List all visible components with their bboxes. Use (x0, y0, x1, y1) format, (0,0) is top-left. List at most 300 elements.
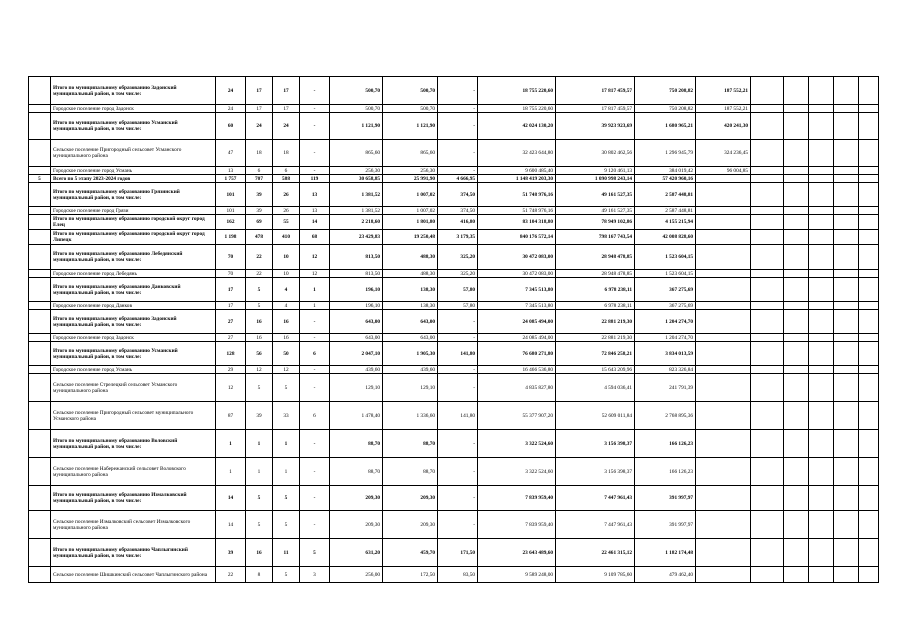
empty-cell (784, 366, 809, 374)
value-cell: 24 (216, 77, 246, 105)
value-cell: 1 (300, 278, 330, 302)
empty-cell (809, 167, 834, 175)
empty-cell (809, 113, 834, 140)
value-cell: - (438, 77, 478, 105)
table-row (29, 366, 879, 374)
value-cell: 12 (246, 366, 273, 374)
value-cell: 141,80 (438, 342, 478, 366)
value-cell: 57,80 (438, 278, 478, 302)
row-name-cell: Итого по муниципальному образованию Грязинский муниципальный район, в том числе: (51, 183, 216, 207)
value-cell: 643,00 (383, 310, 438, 334)
value-cell: 1 182 174,48 (635, 539, 696, 567)
value-cell: 187 552,21 (696, 77, 751, 105)
value-cell: 18 755 220,60 (478, 77, 556, 105)
value-cell: - (300, 105, 330, 113)
empty-cell (834, 183, 859, 207)
row-index-cell (29, 215, 51, 230)
value-cell (696, 511, 751, 539)
value-cell: 78 949 102,86 (556, 215, 635, 230)
empty-cell (751, 183, 784, 207)
empty-cell (784, 486, 809, 511)
value-cell: 24 (216, 105, 246, 113)
empty-cell (751, 278, 784, 302)
table-row (29, 511, 879, 539)
table-row (29, 342, 879, 366)
empty-cell (859, 167, 879, 175)
empty-cell (834, 458, 859, 486)
empty-cell (834, 374, 859, 402)
value-cell: 420 241,30 (696, 113, 751, 140)
empty-cell (784, 270, 809, 278)
value-cell: - (300, 486, 330, 511)
value-cell: 171,50 (438, 539, 478, 567)
empty-cell (784, 105, 809, 113)
value-cell: 5 (246, 278, 273, 302)
value-cell: 26 (273, 207, 300, 215)
value-cell: 2 047,10 (330, 342, 383, 366)
value-cell: 138,30 (383, 278, 438, 302)
value-cell (696, 215, 751, 230)
value-cell: 1 121,90 (330, 113, 383, 140)
empty-cell (809, 334, 834, 342)
empty-cell (834, 105, 859, 113)
value-cell: - (300, 310, 330, 334)
row-name-cell: Сельское поселение Измалковский сельсовет Измалковского муниципального района (51, 511, 216, 539)
value-cell: 500,70 (383, 77, 438, 105)
value-cell (696, 230, 751, 245)
value-cell: 119 (300, 175, 330, 183)
empty-cell (751, 77, 784, 105)
value-cell: 70 (216, 270, 246, 278)
row-index-cell (29, 567, 51, 583)
value-cell (696, 334, 751, 342)
empty-cell (834, 539, 859, 567)
empty-cell (834, 230, 859, 245)
row-index-cell (29, 366, 51, 374)
empty-cell (784, 402, 809, 430)
row-name-cell: Сельское поселение Набережанский сельсовет Воловского муниципального района (51, 458, 216, 486)
empty-cell (834, 215, 859, 230)
value-cell: 1 204 274,70 (635, 334, 696, 342)
empty-cell (751, 207, 784, 215)
value-cell: 1 (273, 430, 300, 458)
value-cell: 57,80 (438, 302, 478, 310)
row-index-cell (29, 310, 51, 334)
empty-cell (751, 374, 784, 402)
value-cell: 439,60 (330, 366, 383, 374)
value-cell: 30 658,85 (330, 175, 383, 183)
empty-cell (834, 302, 859, 310)
empty-cell (751, 402, 784, 430)
value-cell: 840 176 572,14 (478, 230, 556, 245)
value-cell: 30 472 083,00 (478, 245, 556, 270)
empty-cell (809, 458, 834, 486)
value-cell: - (438, 310, 478, 334)
value-cell: 22 (246, 270, 273, 278)
value-cell: 374,50 (438, 207, 478, 215)
value-cell: 14 (216, 486, 246, 511)
value-cell: - (438, 140, 478, 167)
value-cell: 22 (216, 567, 246, 583)
value-cell: 162 (216, 215, 246, 230)
row-name-cell: Итого по муниципальному образованию Воловский муниципальный район, в том числе: (51, 430, 216, 458)
value-cell (696, 342, 751, 366)
value-cell: 3 322 524,60 (478, 430, 556, 458)
empty-cell (859, 113, 879, 140)
value-cell: - (438, 105, 478, 113)
value-cell (696, 374, 751, 402)
value-cell: 42 008 828,60 (635, 230, 696, 245)
value-cell: 12 (216, 374, 246, 402)
row-name-cell: Итого по муниципальному образованию Задонский муниципальный район, в том числе: (51, 77, 216, 105)
value-cell: 2 218,60 (330, 215, 383, 230)
row-name-cell: Итого по муниципальному образованию городской округ город Липецк (51, 230, 216, 245)
empty-cell (784, 140, 809, 167)
value-cell: 55 377 907,20 (478, 402, 556, 430)
value-cell: 15 643 209,96 (556, 366, 635, 374)
empty-cell (859, 334, 879, 342)
row-name-cell: Итого по муниципальному образованию Задонский муниципальный район, в том числе: (51, 310, 216, 334)
row-index-cell (29, 113, 51, 140)
value-cell: 1 381,52 (330, 183, 383, 207)
value-cell: 39 (246, 207, 273, 215)
value-cell: 10 (273, 245, 300, 270)
row-name-cell: Итого по муниципальному образованию Данковский муниципальный район, в том числе: (51, 278, 216, 302)
value-cell: 1 198 (216, 230, 246, 245)
empty-cell (751, 366, 784, 374)
value-cell: 51 748 976,16 (478, 207, 556, 215)
value-cell: 1 801,80 (383, 215, 438, 230)
row-name-cell: Городское поселение город Лебедянь (51, 270, 216, 278)
value-cell: 5 (246, 374, 273, 402)
value-cell: 49 161 527,35 (556, 183, 635, 207)
value-cell: 9 600 485,40 (478, 167, 556, 175)
value-cell: 707 (246, 175, 273, 183)
empty-cell (834, 342, 859, 366)
empty-cell (751, 539, 784, 567)
value-cell: - (300, 167, 330, 175)
value-cell (696, 278, 751, 302)
value-cell: 1 478,40 (330, 402, 383, 430)
empty-cell (751, 230, 784, 245)
value-cell: 1 680 965,21 (635, 113, 696, 140)
value-cell: 391 997,97 (635, 486, 696, 511)
empty-cell (784, 215, 809, 230)
value-cell: 70 (216, 245, 246, 270)
value-cell: - (438, 366, 478, 374)
value-cell: 1 523 604,15 (635, 245, 696, 270)
table-row (29, 334, 879, 342)
value-cell (696, 175, 751, 183)
value-cell: 5 (273, 567, 300, 583)
empty-cell (751, 167, 784, 175)
value-cell: 49 161 527,35 (556, 207, 635, 215)
value-cell: 7 839 959,40 (478, 486, 556, 511)
row-index-cell (29, 486, 51, 511)
empty-cell (784, 334, 809, 342)
value-cell: 4 (273, 302, 300, 310)
empty-cell (859, 430, 879, 458)
row-index-cell (29, 230, 51, 245)
empty-cell (809, 245, 834, 270)
value-cell: 56 (246, 342, 273, 366)
empty-cell (834, 140, 859, 167)
value-cell: 209,30 (330, 486, 383, 511)
value-cell: - (300, 366, 330, 374)
value-cell: 209,30 (383, 511, 438, 539)
value-cell (696, 486, 751, 511)
empty-cell (809, 230, 834, 245)
value-cell: 187 552,21 (696, 105, 751, 113)
value-cell: 22 (246, 245, 273, 270)
value-cell: 22 881 219,30 (556, 334, 635, 342)
empty-cell (809, 183, 834, 207)
value-cell: 88,70 (330, 430, 383, 458)
value-cell: 7 447 961,43 (556, 486, 635, 511)
value-cell: 26 (273, 183, 300, 207)
value-cell: 7 447 961,43 (556, 511, 635, 539)
value-cell: 24 085 494,00 (478, 310, 556, 334)
table-row (29, 567, 879, 583)
value-cell: 88,70 (383, 458, 438, 486)
empty-cell (859, 105, 879, 113)
value-cell: 488,30 (383, 270, 438, 278)
document-table-sheet (28, 76, 879, 583)
value-cell: 17 (246, 105, 273, 113)
row-name-cell: Итого по муниципальному образованию Усманский муниципальный район, в том числе: (51, 113, 216, 140)
empty-cell (809, 310, 834, 334)
empty-cell (834, 245, 859, 270)
row-index-cell (29, 374, 51, 402)
value-cell: 72 846 258,21 (556, 342, 635, 366)
value-cell: 488,30 (383, 245, 438, 270)
value-cell: 13 (300, 207, 330, 215)
empty-cell (834, 486, 859, 511)
empty-cell (784, 539, 809, 567)
value-cell: 325,20 (438, 245, 478, 270)
value-cell: 1 (216, 458, 246, 486)
value-cell: 128 (216, 342, 246, 366)
row-index-cell (29, 278, 51, 302)
value-cell (696, 402, 751, 430)
value-cell: 5 (300, 539, 330, 567)
value-cell: 17 817 459,57 (556, 77, 635, 105)
value-cell: 28 948 478,85 (556, 245, 635, 270)
empty-cell (859, 183, 879, 207)
row-index-cell (29, 140, 51, 167)
value-cell: 631,20 (330, 539, 383, 567)
table-row (29, 539, 879, 567)
value-cell: 9 120 461,13 (556, 167, 635, 175)
row-index-cell (29, 511, 51, 539)
value-cell: 3 156 398,37 (556, 430, 635, 458)
empty-cell (809, 366, 834, 374)
value-cell: 69 (246, 215, 273, 230)
row-index-cell (29, 77, 51, 105)
value-cell: 3 156 398,37 (556, 458, 635, 486)
value-cell: 865,60 (330, 140, 383, 167)
value-cell: 2 768 895,36 (635, 402, 696, 430)
table-body (29, 77, 879, 583)
row-name-cell: Всего по 5 этапу 2023-2024 годов (51, 175, 216, 183)
empty-cell (834, 511, 859, 539)
empty-cell (859, 342, 879, 366)
table-row (29, 215, 879, 230)
value-cell: 172,50 (383, 567, 438, 583)
value-cell: 4 835 827,80 (478, 374, 556, 402)
empty-cell (784, 310, 809, 334)
empty-cell (859, 245, 879, 270)
value-cell: 18 (273, 140, 300, 167)
value-cell: 22 461 315,12 (556, 539, 635, 567)
value-cell: - (438, 458, 478, 486)
table-row (29, 167, 879, 175)
value-cell: 39 (246, 183, 273, 207)
empty-cell (809, 215, 834, 230)
value-cell: 13 (300, 183, 330, 207)
value-cell: 42 024 130,20 (478, 113, 556, 140)
value-cell: 410 (273, 230, 300, 245)
empty-cell (809, 374, 834, 402)
empty-cell (784, 302, 809, 310)
row-index-cell (29, 245, 51, 270)
value-cell (696, 539, 751, 567)
value-cell: 87 (216, 402, 246, 430)
value-cell: 24 (246, 113, 273, 140)
table-row (29, 140, 879, 167)
value-cell: - (438, 486, 478, 511)
value-cell: 23 643 489,60 (478, 539, 556, 567)
value-cell: 7 345 513,80 (478, 278, 556, 302)
value-cell: 5 (273, 486, 300, 511)
row-index-cell (29, 334, 51, 342)
value-cell: 1 148 419 203,30 (478, 175, 556, 183)
value-cell: 750 208,82 (635, 105, 696, 113)
value-cell: - (438, 511, 478, 539)
value-cell: 129,10 (330, 374, 383, 402)
value-cell: 209,30 (383, 486, 438, 511)
empty-cell (784, 175, 809, 183)
value-cell: 1 (273, 458, 300, 486)
empty-cell (834, 167, 859, 175)
value-cell: 14 (216, 511, 246, 539)
value-cell: 101 (216, 183, 246, 207)
empty-cell (809, 402, 834, 430)
table-row (29, 302, 879, 310)
value-cell: 1 007,02 (383, 207, 438, 215)
row-name-cell: Итого по муниципальному образованию Лебедянский муниципальный район, в том числе: (51, 245, 216, 270)
value-cell: - (300, 374, 330, 402)
value-cell: 391 997,97 (635, 511, 696, 539)
value-cell: 12 (300, 245, 330, 270)
empty-cell (784, 245, 809, 270)
value-cell: 3 834 013,59 (635, 342, 696, 366)
value-cell: 16 (246, 334, 273, 342)
value-cell: 96 004,85 (696, 167, 751, 175)
value-cell: 1 336,60 (383, 402, 438, 430)
value-cell: 1 523 604,15 (635, 270, 696, 278)
value-cell: 196,10 (330, 302, 383, 310)
table-row (29, 175, 879, 183)
value-cell (696, 302, 751, 310)
value-cell: 4 666,95 (438, 175, 478, 183)
row-index-cell (29, 430, 51, 458)
empty-cell (859, 402, 879, 430)
empty-cell (809, 511, 834, 539)
value-cell: - (300, 430, 330, 458)
value-cell: 76 680 271,80 (478, 342, 556, 366)
value-cell: 367 275,69 (635, 278, 696, 302)
table-row (29, 77, 879, 105)
value-cell: 6 978 238,11 (556, 302, 635, 310)
value-cell: 1 905,30 (383, 342, 438, 366)
empty-cell (751, 486, 784, 511)
row-index-cell (29, 167, 51, 175)
value-cell: 68 (300, 230, 330, 245)
value-cell: 1 381,52 (330, 207, 383, 215)
value-cell: 459,70 (383, 539, 438, 567)
value-cell: 8 (246, 567, 273, 583)
value-cell: 166 126,23 (635, 430, 696, 458)
value-cell: 28 948 478,85 (556, 270, 635, 278)
empty-cell (809, 270, 834, 278)
row-name-cell: Городское поселение город Усмань (51, 167, 216, 175)
empty-cell (859, 310, 879, 334)
row-index-cell (29, 402, 51, 430)
row-name-cell: Городское поселение город Данков (51, 302, 216, 310)
value-cell: 865,60 (383, 140, 438, 167)
value-cell: 10 (273, 270, 300, 278)
table-row (29, 105, 879, 113)
value-cell: 3 179,35 (438, 230, 478, 245)
value-cell: 196,10 (330, 278, 383, 302)
value-cell: 17 (273, 77, 300, 105)
value-cell: - (438, 430, 478, 458)
value-cell: 12 (273, 366, 300, 374)
value-cell: 16 (246, 310, 273, 334)
empty-cell (809, 430, 834, 458)
value-cell: 129,10 (383, 374, 438, 402)
empty-cell (751, 175, 784, 183)
value-cell: 1 296 945,79 (635, 140, 696, 167)
value-cell: 9 589 248,00 (478, 567, 556, 583)
table-row (29, 486, 879, 511)
empty-cell (859, 458, 879, 486)
empty-cell (751, 215, 784, 230)
table-row (29, 270, 879, 278)
empty-cell (859, 77, 879, 105)
value-cell: 50 (273, 342, 300, 366)
value-cell: 500,70 (330, 105, 383, 113)
empty-cell (834, 113, 859, 140)
row-index-cell (29, 207, 51, 215)
row-name-cell: Сельское поселение Пригородный сельсовет муниципального Усманского района (51, 402, 216, 430)
table-row (29, 245, 879, 270)
value-cell: 439,60 (383, 366, 438, 374)
empty-cell (784, 113, 809, 140)
table-row (29, 183, 879, 207)
value-cell: 1 (300, 302, 330, 310)
value-cell: 16 (273, 334, 300, 342)
value-cell: 416,80 (438, 215, 478, 230)
empty-cell (784, 374, 809, 402)
value-cell: 1 757 (216, 175, 246, 183)
value-cell: 1 204 274,70 (635, 310, 696, 334)
empty-cell (834, 270, 859, 278)
value-cell: 6 978 238,11 (556, 278, 635, 302)
value-cell: 30 802 462,56 (556, 140, 635, 167)
value-cell: 83 104 318,80 (478, 215, 556, 230)
